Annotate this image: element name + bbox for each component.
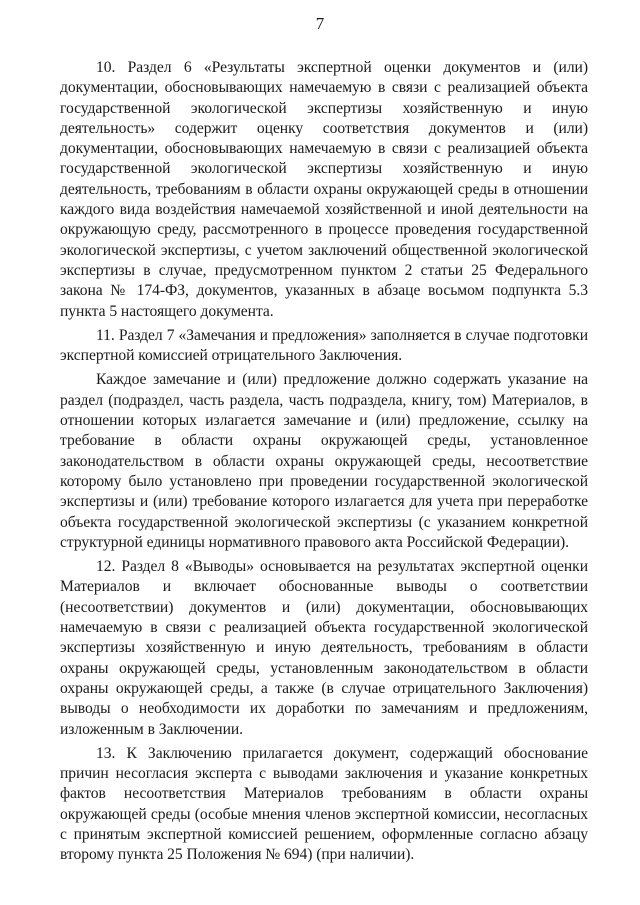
paragraph-13-attachment: 13. К Заключению прилагается документ, содержащий обоснование причин несогласия эксперта с выводами заключения и указание конкретных фактов несоответствия Материалов требованиям в области охраны окружающей среды (особые мнения членов экспертной комиссии, несогласных с принятым экспертной комиссией решением, оформленные согласно абзацу второму пункта 25 Положения № 694) (при наличии).: [60, 744, 588, 864]
paragraph-10-section-6: 10. Раздел 6 «Результаты экспертной оценки документов и (или) документации, обосновывающих намечаемую в связи с реализацией объекта государственной экологической экспертизы хозяйственную и иную деятельность» содержит оценку соответствия документов и (или) документации, обосновывающих намечаемую в связи с реализацией объекта государственной экологической экспертизы хозяйственную и иную деятельность, требованиям в области охраны окружающей среды в отношении каждого вида воздействия намечаемой хозяйственной и иной деятельности на окружающую среду, рассмотренного в процессе проведения государственной экологической экспертизы, с учетом заключений общественной экологической экспертизы в случае, предусмотренном пунктом 2 статьи 25 Федерального закона № 174-ФЗ, документов, указанных в абзаце восьмом подпункта 5.3 пункта 5 настоящего документа.: [60, 59, 588, 320]
paragraph-remarks-requirements: Каждое замечание и (или) предложение должно содержать указание на раздел (подраздел, часть раздела, часть подраздела, книгу, том) Материалов, в отношении которых излагается замечание и (или) предложение, ссылку на требование в области охраны окружающей среды, установленное законодательством в области охраны окружающей среды, несоответствие которому было установлено при проведении государственной экологической экспертизы и (или) требование которого излагается для учета при переработке объекта государственной экологической экспертизы (с указанием конкретной структурной единицы нормативного правового акта Российской Федерации).: [60, 371, 588, 551]
page-number: 7: [315, 14, 325, 33]
document-body: [60, 58, 588, 870]
paragraph-11-section-7: 11. Раздел 7 «Замечания и предложения» заполняется в случае подготовки экспертной комиссией отрицательного Заключения.: [60, 326, 588, 365]
paragraph-12-section-8: 12. Раздел 8 «Выводы» основывается на результатах экспертной оценки Материалов и включает обоснованные выводы о соответствии (несоответствии) документов и (или) документации, обосновывающих намечаемую в связи с реализацией объекта государственной экологической экспертизы хозяйственную и иную деятельность, требованиям в области охраны окружающей среды, установленным законодательством в области охраны окружающей среды, а также (в случае отрицательного Заключения) выводы о необходимости их доработки по замечаниям и предложениям, изложенным в Заключении.: [60, 558, 588, 738]
